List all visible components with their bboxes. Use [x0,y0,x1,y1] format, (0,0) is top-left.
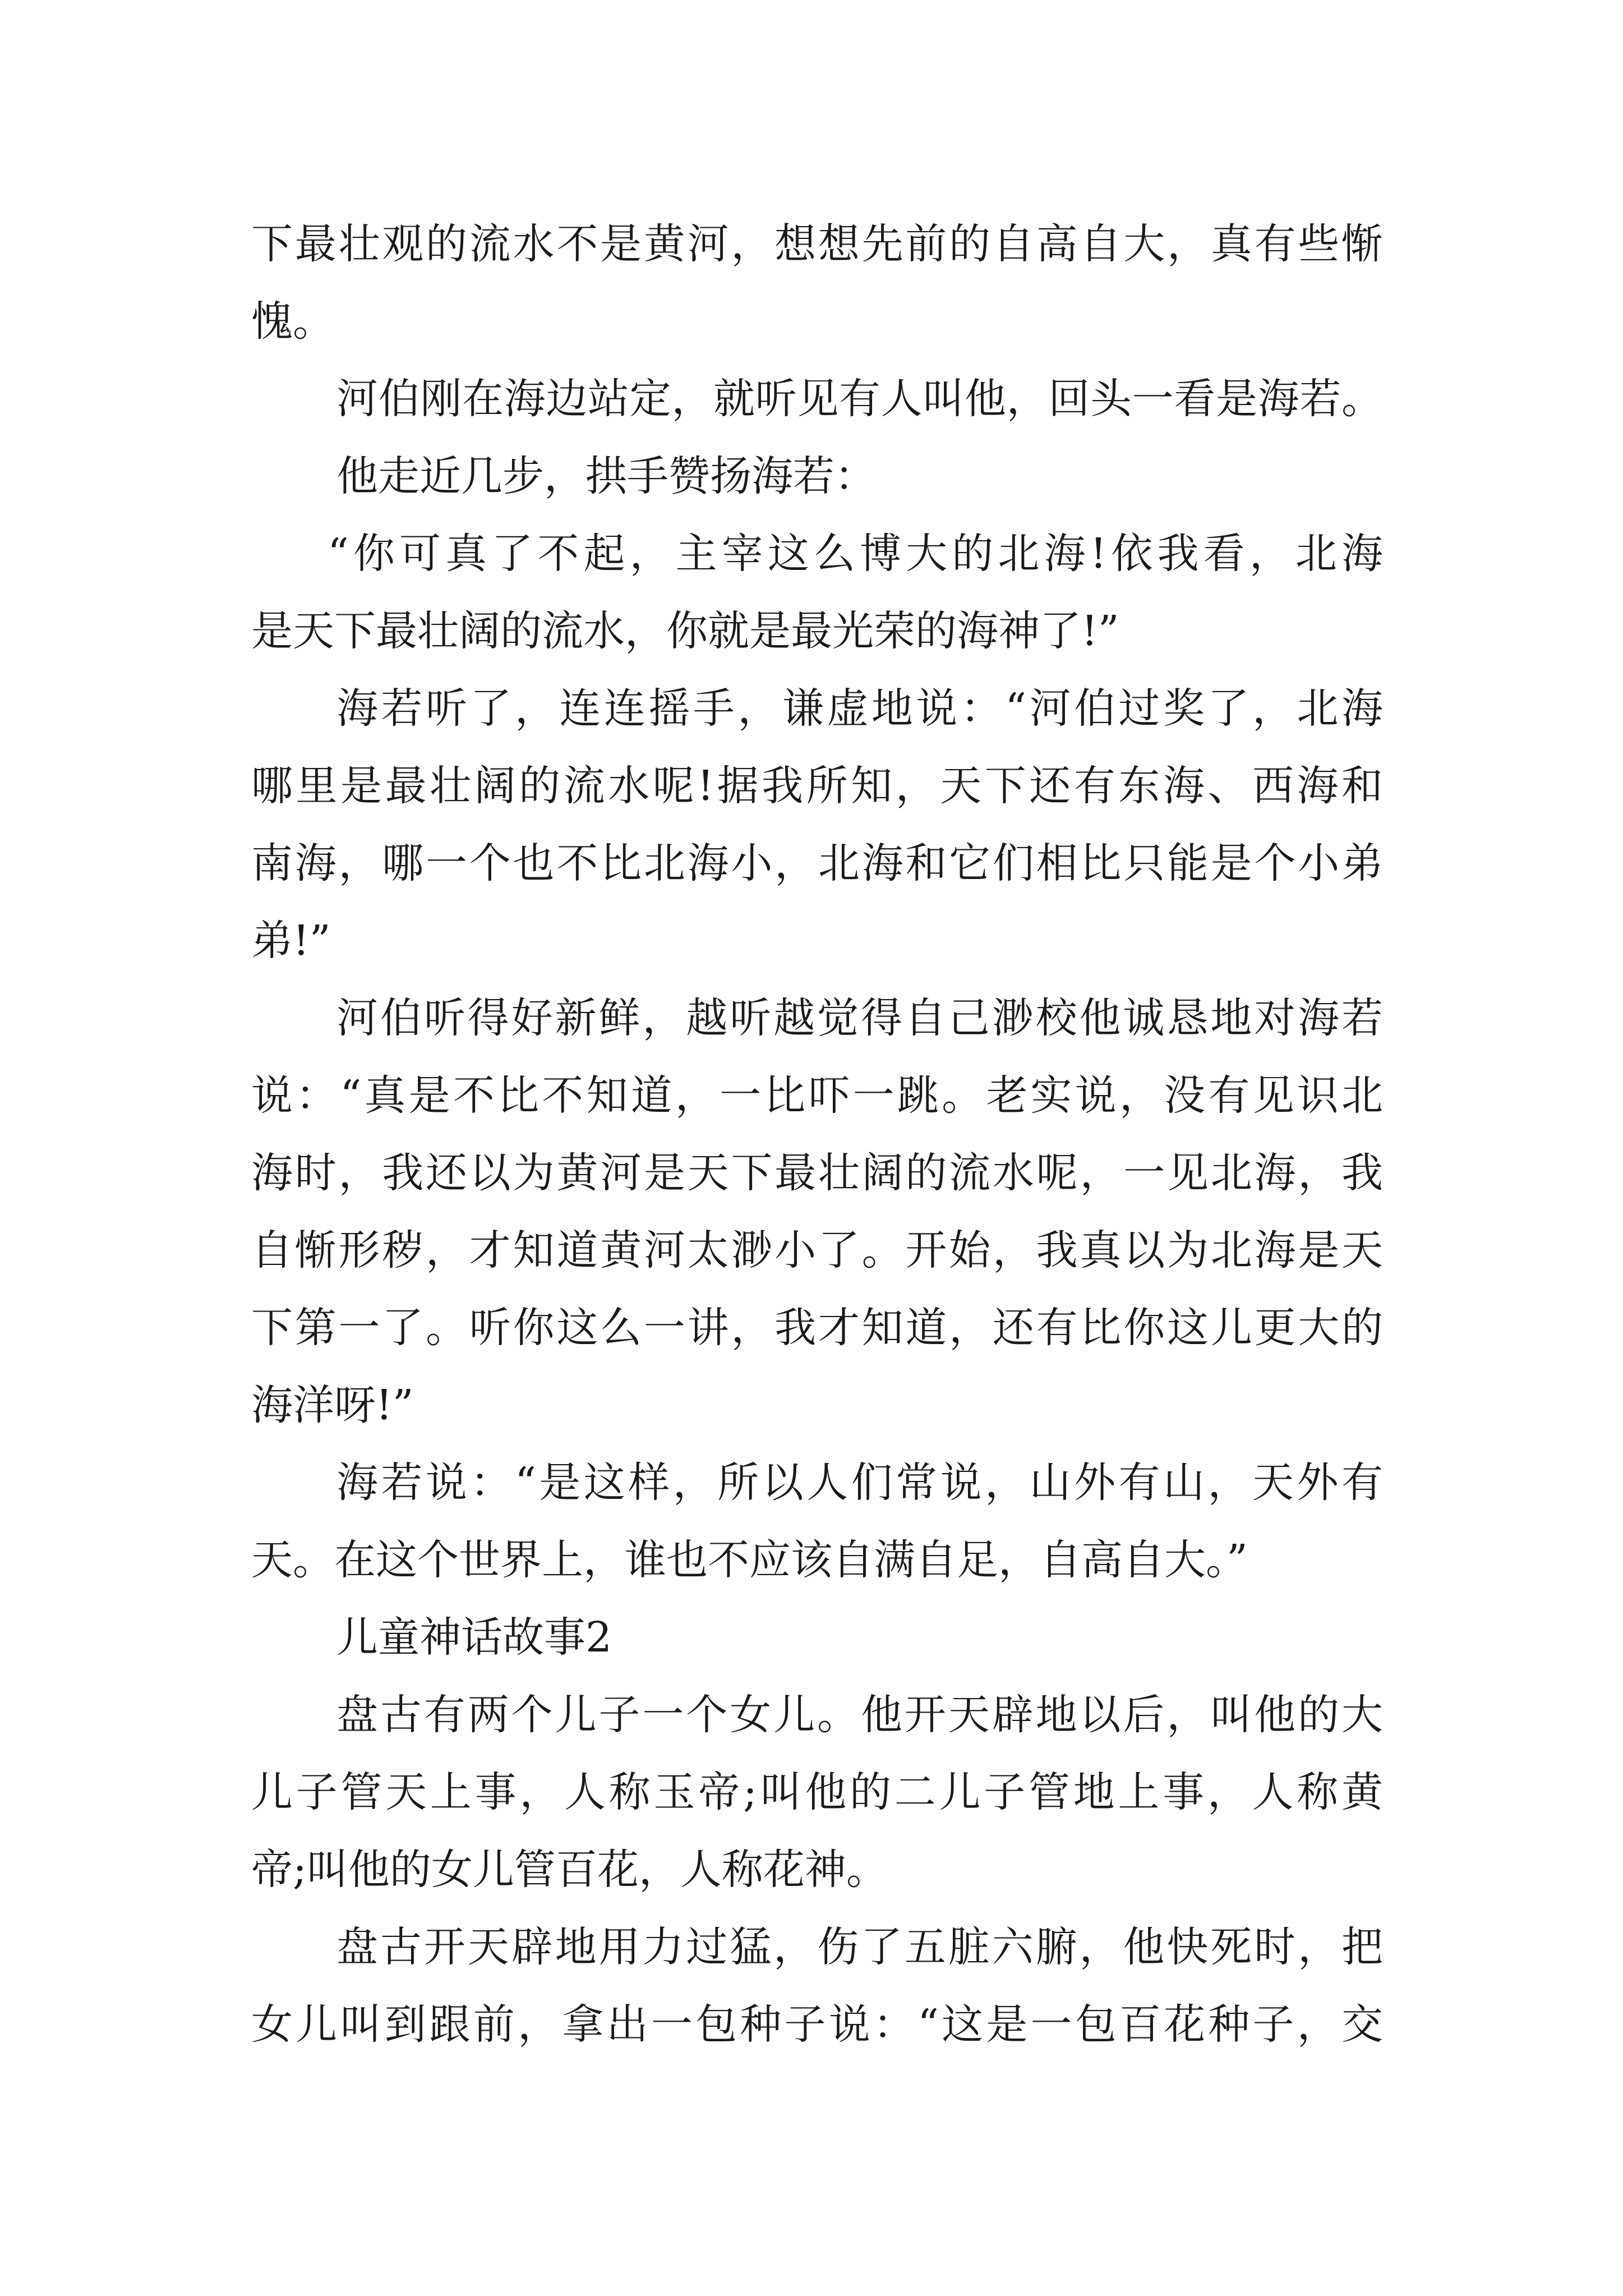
text-line: 下第一了。听你这么一讲，我才知道，还有比你这儿更大的 [251,1304,1383,1352]
text-line: 下最壮观的流水不是黄河，想想先前的自高自大，真有些惭 [251,220,1383,268]
text-line: 女儿叫到跟前，拿出一包种子说：“这是一包百花种子，交 [251,2000,1383,2049]
text-line: 海洋呀!” [251,1381,414,1429]
text-line: 海若说：“是这样，所以人们常说，山外有山，天外有 [336,1458,1383,1507]
section-heading: 儿童神话故事2 [336,1613,612,1662]
text-line: 南海，哪一个也不比北海小，北海和它们相比只能是个小弟 [251,839,1383,887]
text-line: 帝;叫他的女儿管百花，人称花神。 [251,1846,888,1894]
text-line: 说：“真是不比不知道，一比吓一跳。老实说，没有见识北 [251,1071,1383,1120]
text-line: 儿子管天上事，人称玉帝;叫他的二儿子管地上事，人称黄 [251,1768,1383,1816]
text-line: 愧。 [251,297,334,346]
text-line: 弟!” [251,917,331,965]
text-line: “你可真了不起，主宰这么博大的北海!依我看，北海 [328,530,1383,578]
text-line: 河伯听得好新鲜，越听越觉得自己渺校他诚恳地对海若 [336,994,1383,1042]
text-line: 盘古有两个儿子一个女儿。他开天辟地以后，叫他的大 [336,1691,1383,1739]
text-line: 盘古开天辟地用力过猛，伤了五脏六腑，他快死时，把 [336,1923,1383,1971]
text-line: 哪里是最壮阔的流水呢!据我所知，天下还有东海、西海和 [251,762,1383,810]
text-line: 自惭形秽，才知道黄河太渺小了。开始，我真以为北海是天 [251,1226,1383,1274]
text-line: 天。在这个世界上，谁也不应该自满自足，自高自大。” [251,1536,1248,1584]
text-line: 是天下最壮阔的流水，你就是最光荣的海神了!” [251,607,1119,655]
text-line: 他走近几步，拱手赞扬海若： [336,452,876,500]
text-line: 海时，我还以为黄河是天下最壮阔的流水呢，一见北海，我 [251,1149,1383,1197]
text-line: 海若听了，连连摇手，谦虚地说：“河伯过奖了，北海 [336,684,1383,733]
text-line: 河伯刚在海边站定，就听见有人叫他，回头一看是海若。 [336,375,1383,423]
